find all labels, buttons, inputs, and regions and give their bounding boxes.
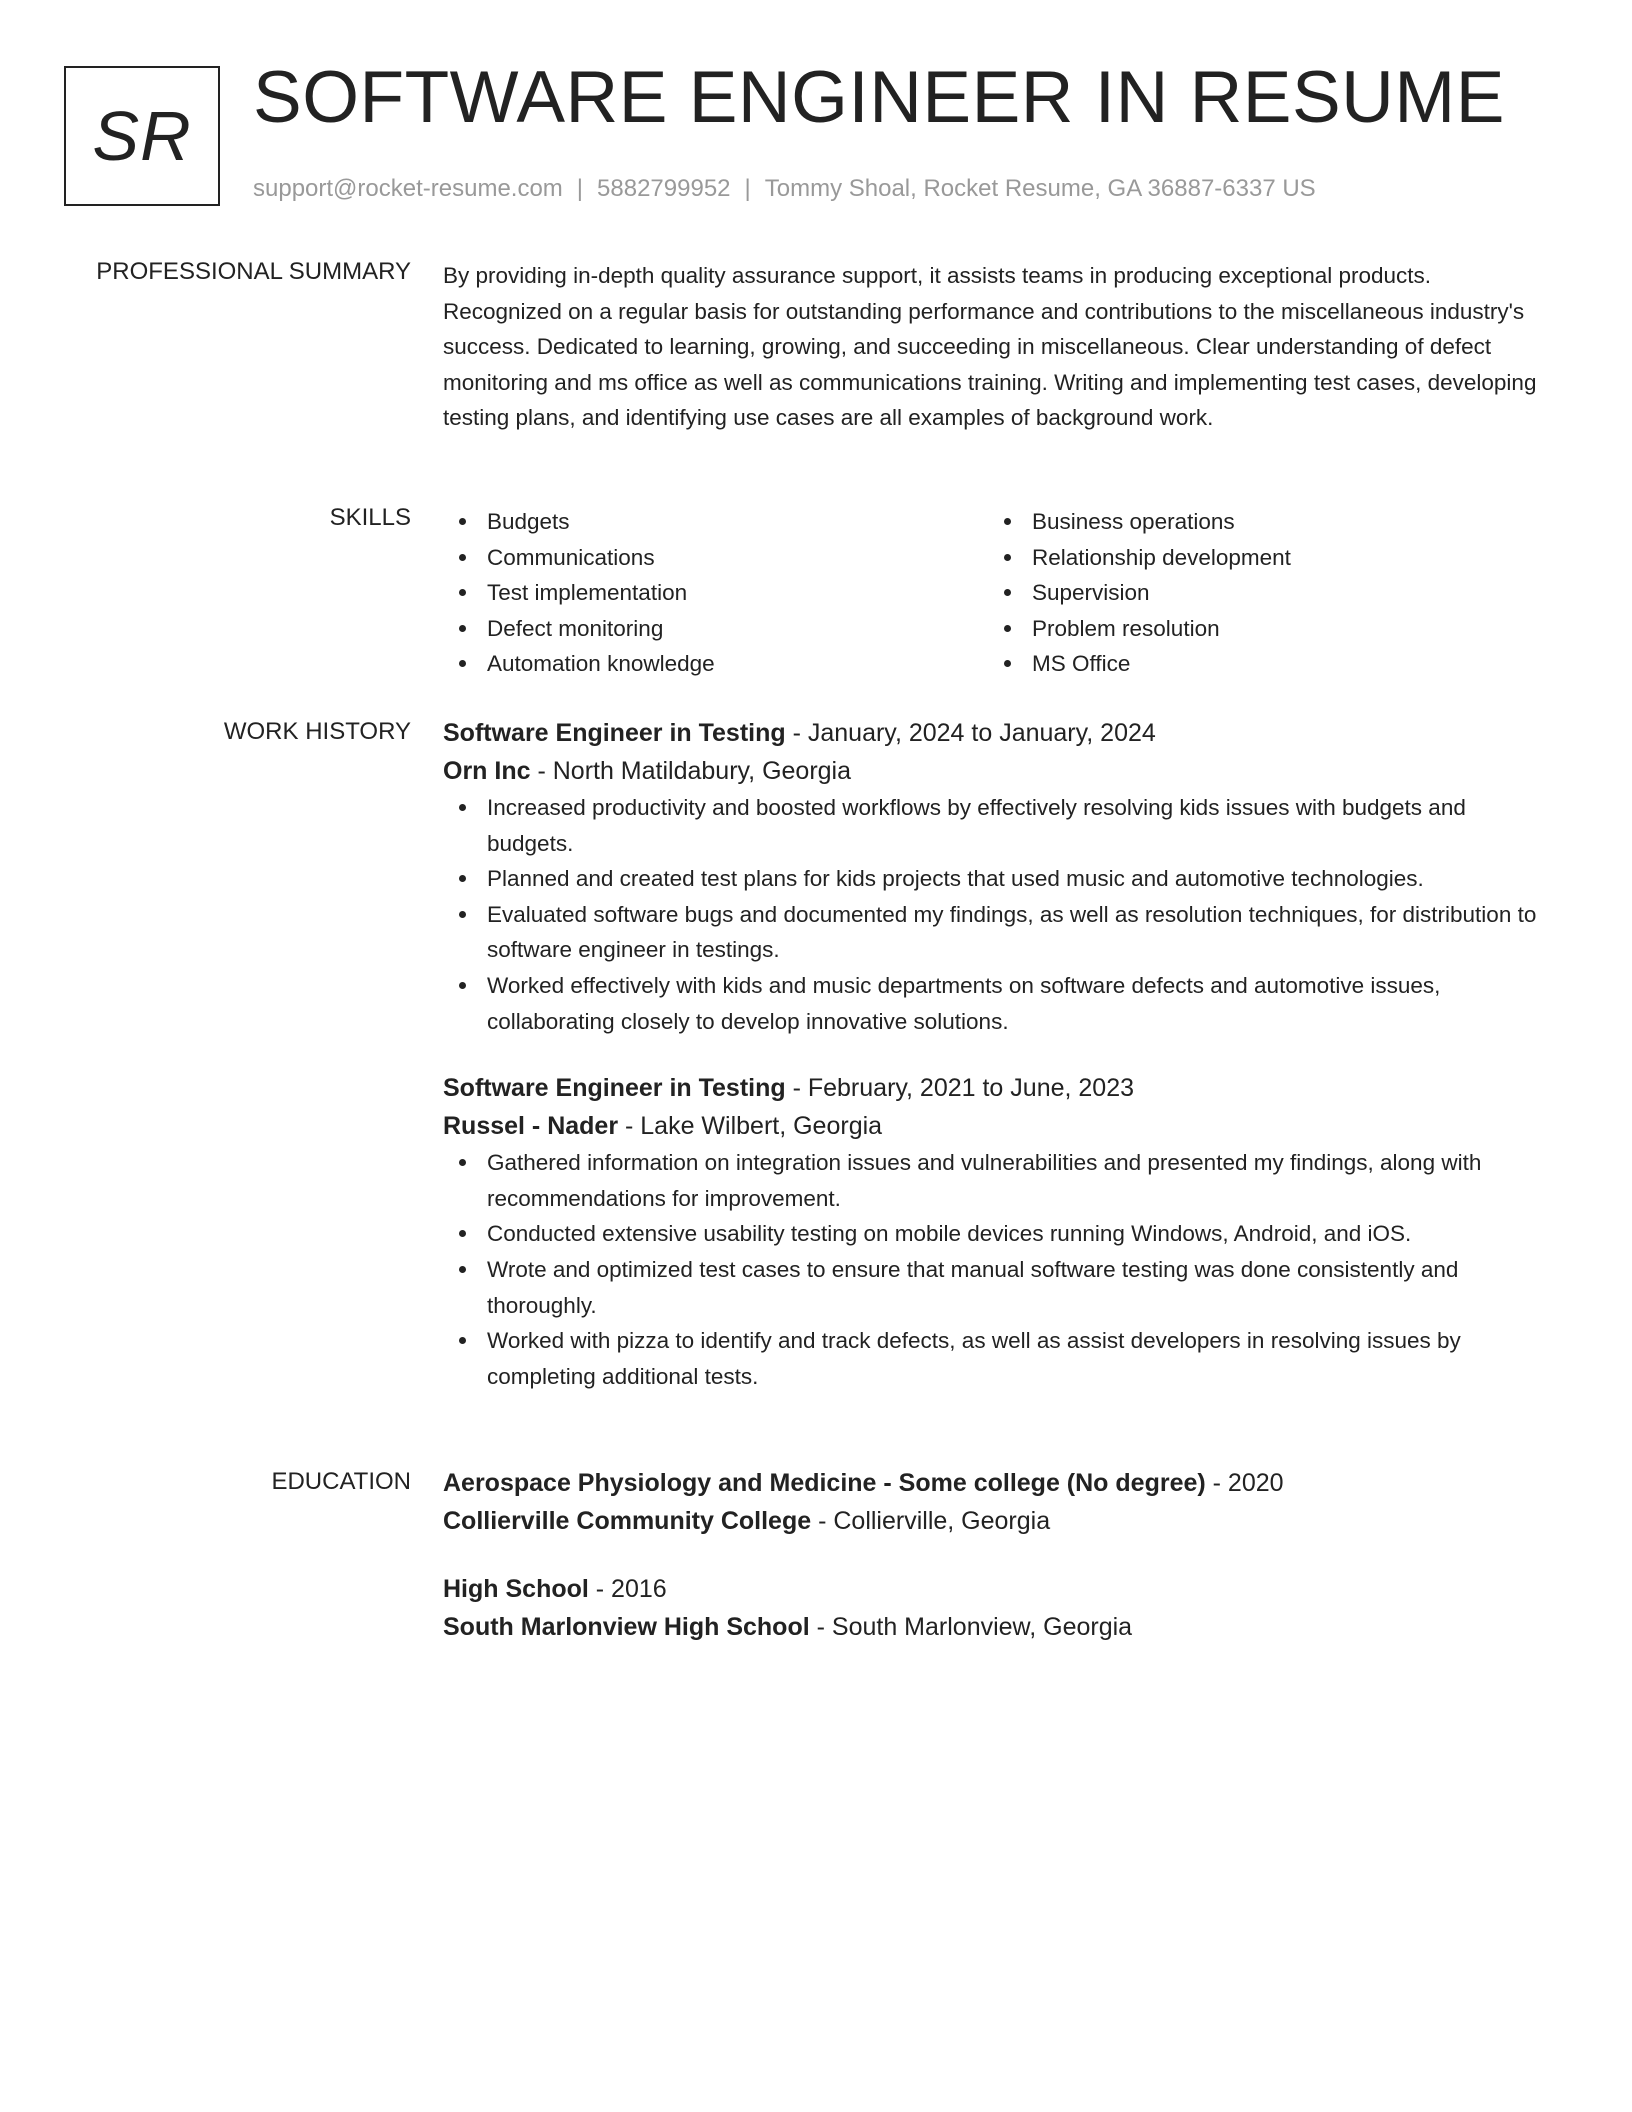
- job-duty: Wrote and optimized test cases to ensure that manual software testing was done consistently and thoroughly.: [443, 1252, 1543, 1323]
- job-duty: Worked effectively with kids and music departments on software defects and automotive issues, collaborating closely to develop innovative solutions.: [443, 968, 1543, 1039]
- contact-line: [253, 175, 1316, 203]
- education-entry: [443, 1464, 1543, 1540]
- job-location: - Lake Wilbert, Georgia: [618, 1112, 883, 1141]
- contact-separator: |: [576, 175, 584, 202]
- contact-phone[interactable]: 5882799952: [597, 175, 731, 202]
- education-year: - 2016: [588, 1575, 667, 1603]
- job-duty: Increased productivity and boosted workflows by effectively resolving kids issues with budgets and budgets.: [443, 790, 1543, 861]
- job-title: Software Engineer in Testing: [443, 1074, 786, 1103]
- education-degree-line: [443, 1570, 1543, 1608]
- job-title: Software Engineer in Testing: [443, 719, 786, 747]
- job-company-line: [443, 1107, 1543, 1145]
- skill-item: Relationship development: [988, 540, 1533, 576]
- job-company: Orn Inc: [443, 757, 531, 785]
- job-company: Russel - Nader: [443, 1112, 619, 1141]
- skill-item: Automation knowledge: [443, 646, 988, 682]
- education-degree: Aerospace Physiology and Medicine - Some college (No degree): [443, 1469, 1206, 1497]
- skill-item: Communications: [443, 540, 988, 576]
- skills-list-left: [443, 504, 988, 682]
- education-school: South Marlonview High School: [443, 1613, 810, 1641]
- skills-columns: [443, 504, 1543, 682]
- education-school-line: [443, 1608, 1543, 1646]
- job-duties: [443, 790, 1543, 1039]
- education-school: Collierville Community College: [443, 1507, 812, 1535]
- job-title-line: [443, 1069, 1543, 1107]
- job-duty: Planned and created test plans for kids projects that used music and automotive technologies.: [443, 861, 1543, 897]
- resume-title: SOFTWARE ENGINEER IN RESUME: [253, 57, 1505, 138]
- skill-item: Business operations: [988, 504, 1533, 540]
- job-dates: - January, 2024 to January, 2024: [785, 719, 1156, 747]
- summary-text: By providing in-depth quality assurance support, it assists teams in producing exceptional products. Recognized on a regular basis for outstanding performance and contributions to the miscellaneous industry's success. Dedicated to learning, growing, and succeeding in miscellaneous. Clear understanding of defect monitoring and ms office as well as communications training. Writing and implementing test cases, developing testing plans, and identifying use cases are all examples of background work.: [443, 263, 1537, 431]
- skill-item: MS Office: [988, 646, 1533, 682]
- job-duties: [443, 1145, 1543, 1394]
- skill-item: Test implementation: [443, 575, 988, 611]
- job-entry: [443, 714, 1543, 1039]
- education-degree: High School: [443, 1575, 589, 1603]
- job-duty: Gathered information on integration issues and vulnerabilities and presented my findings, along with recommendations for improvement.: [443, 1145, 1543, 1216]
- work-history-heading: WORK HISTORY: [223, 718, 411, 745]
- education-year: - 2020: [1205, 1469, 1284, 1497]
- skills-list-right: [988, 504, 1533, 682]
- education-school-line: [443, 1502, 1543, 1540]
- education-degree-line: [443, 1464, 1543, 1502]
- job-entry: [443, 1069, 1543, 1394]
- skill-item: Defect monitoring: [443, 611, 988, 647]
- skill-item: Supervision: [988, 575, 1533, 611]
- contact-email[interactable]: support@rocket-resume.com: [253, 175, 563, 202]
- education-location: - Collierville, Georgia: [811, 1507, 1051, 1535]
- contact-address: Tommy Shoal, Rocket Resume, GA 36887-6337 US: [764, 175, 1316, 202]
- job-company-line: [443, 752, 1543, 790]
- job-title-line: [443, 714, 1543, 752]
- education-location: - South Marlonview, Georgia: [809, 1613, 1133, 1641]
- education-heading: EDUCATION: [271, 1468, 411, 1495]
- contact-separator: |: [744, 175, 751, 202]
- job-duty: Conducted extensive usability testing on mobile devices running Windows, Android, and iOS.: [443, 1216, 1543, 1252]
- skill-item: Budgets: [443, 504, 988, 540]
- skill-item: Problem resolution: [988, 611, 1533, 647]
- skills-heading: SKILLS: [329, 504, 411, 531]
- summary-heading: PROFESSIONAL SUMMARY: [96, 258, 411, 285]
- monogram-logo: SR: [64, 66, 220, 206]
- job-duty: Evaluated software bugs and documented my findings, as well as resolution techniques, for distribution to software engineer in testings.: [443, 897, 1543, 968]
- job-duty: Worked with pizza to identify and track defects, as well as assist developers in resolving issues by completing additional tests.: [443, 1323, 1543, 1394]
- job-location: - North Matildabury, Georgia: [530, 757, 852, 785]
- job-dates: - February, 2021 to June, 2023: [785, 1074, 1135, 1103]
- education-entry: [443, 1570, 1543, 1646]
